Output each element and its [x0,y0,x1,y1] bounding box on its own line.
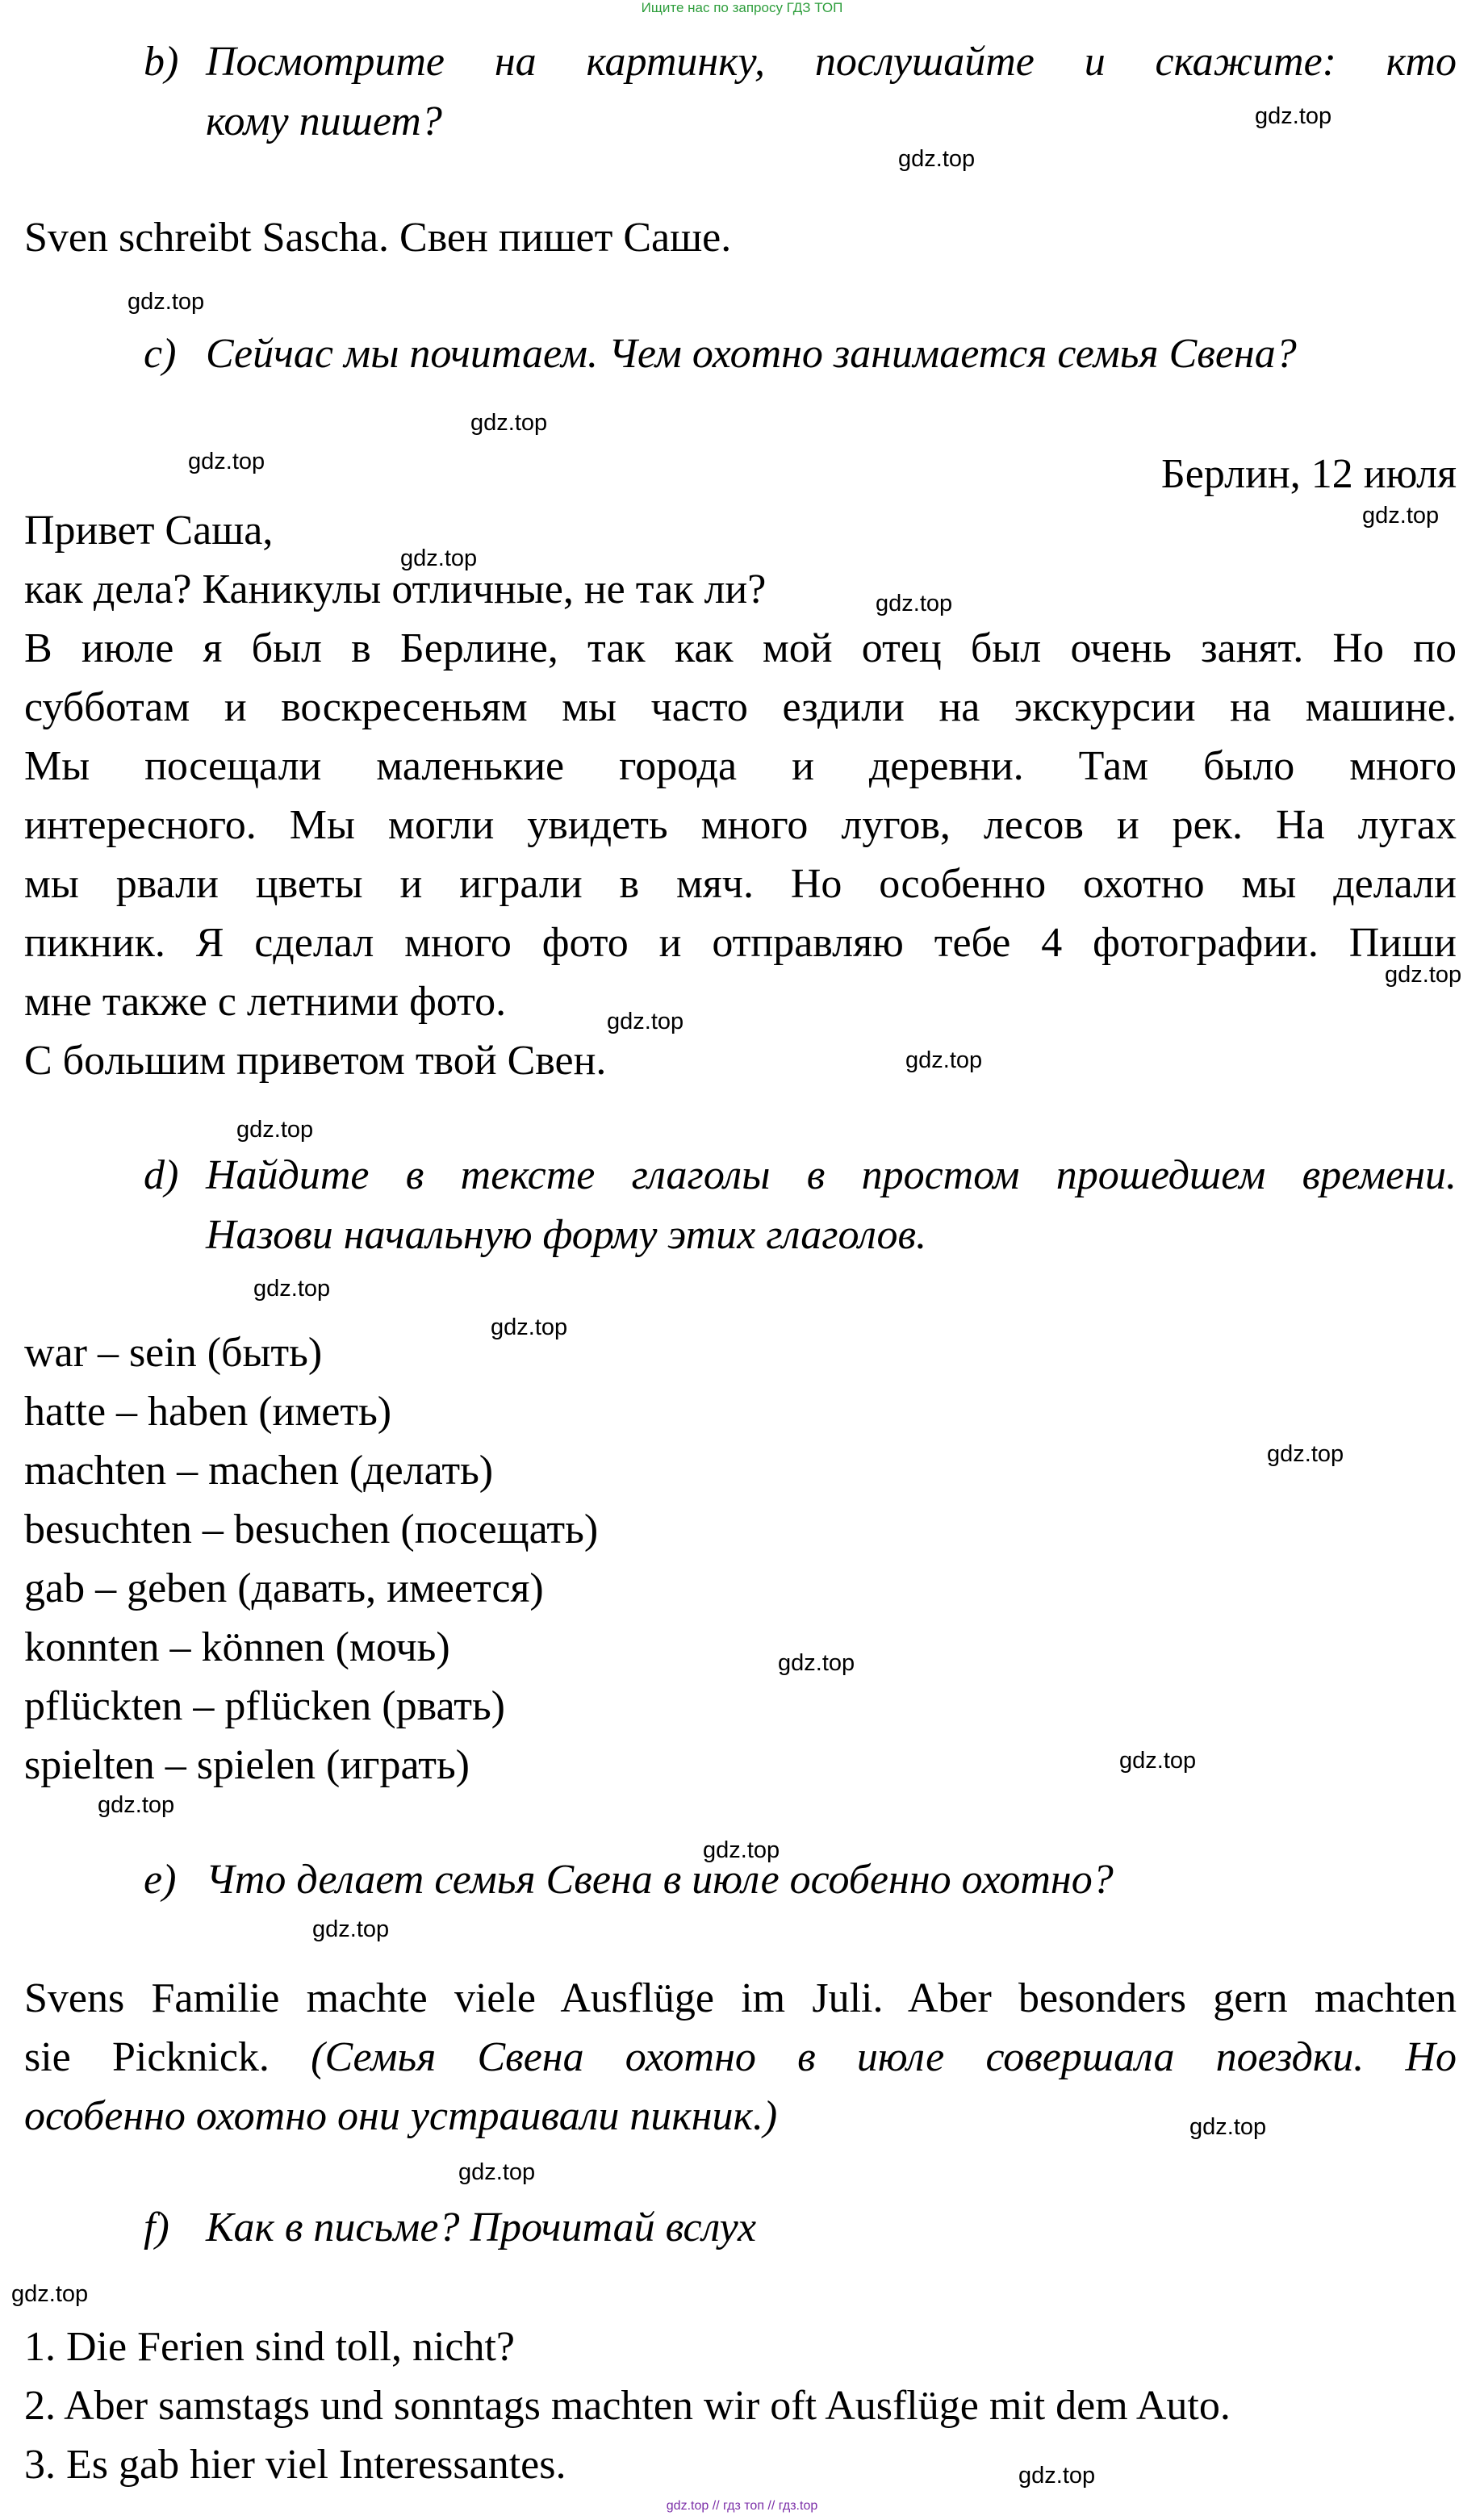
task-d-letter: d) [144,1152,179,1198]
task-f-letter: f) [144,2204,169,2250]
letter-place-date: Берлин, 12 июля [1160,451,1457,497]
watermark: gdz.top [400,545,478,571]
watermark: gdz.top [1255,103,1332,129]
letter-body-line: мне также с летними фото. [24,979,507,1025]
verb-item: machten – machen (делать) [24,1448,494,1494]
watermark: gdz.top [1362,503,1440,529]
letter-line-2: как дела? Каникулы отличные, не так ли? [24,566,767,612]
task-f-item: 3. Es gab hier viel Interessantes. [24,2442,566,2488]
letter-body [24,619,1457,1090]
watermark: gdz.top [1267,1441,1344,1467]
task-f-list [24,2317,1457,2494]
watermark: gdz.top [236,1117,314,1143]
watermark: gdz.top [253,1276,331,1302]
task-f-item: 1. Die Ferien sind toll, nicht? [24,2324,516,2370]
watermark: gdz.top [876,591,953,616]
watermark: gdz.top [905,1047,983,1073]
watermark: gdz.top [1018,2463,1096,2489]
task-f-item: 2. Aber samstags und sonntags machten wir oft Ausflüge mit dem Auto. [24,2383,1231,2429]
verb-item: gab – geben (давать, имеется) [24,1565,544,1611]
task-c-question-text: Сейчас мы почитаем. Чем охотно занимается семья Свена? [206,331,1297,377]
watermark: gdz.top [312,1916,390,1942]
watermark: gdz.top [127,289,205,315]
header-search-link[interactable]: Ищите нас по запросу ГДЗ ТОП [641,0,843,15]
watermark: gdz.top [1385,962,1462,988]
task-d-question-line-1: Найдите в тексте глаголы в простом прошедшем времени. [206,1152,1457,1198]
letter-body-line: интересного. Мы могли увидеть много лугов, лесов и рек. На лугах [24,802,1457,848]
task-e-question-text: Что делает семья Свена в июле особенно охотно? [206,1857,1114,1903]
task-e-answer-line-3: особенно охотно они устраивали пикник.) [24,2093,778,2139]
letter-body-line: В июле я был в Берлине, так как мой отец был очень занят. Но по [24,625,1457,671]
letter-closing: С большим приветом твой Свен. [24,1038,607,1084]
letter-body-line: мы рвали цветы и играли в мяч. Но особенно охотно мы делали [24,861,1457,907]
task-c-question [0,324,1484,384]
watermark: gdz.top [98,1792,175,1818]
watermark: gdz.top [703,1837,780,1863]
task-c-letter: c) [144,331,177,377]
watermark: gdz.top [1119,1748,1197,1774]
watermark: gdz.top [188,449,265,474]
task-b-letter: b) [144,39,179,85]
watermark: gdz.top [458,2159,536,2185]
task-f-question-text: Как в письме? Прочитай вслух [206,2204,757,2250]
letter-body-line: Мы посещали маленькие города и деревни. Там было много [24,743,1457,789]
watermark: gdz.top [1189,2114,1267,2140]
task-e-answer-line-1: Svens Familie machte viele Ausflüge im Juli. Aber besonders gern machten [24,1975,1457,2021]
task-b-answer: Sven schreibt Sascha. Свен пишет Саше. [24,215,732,261]
task-d-question-text [206,1146,1457,1265]
watermark: gdz.top [470,410,548,436]
task-e-answer-translation: (Семья Свена охотно в июле совершала поездки. Но [311,2034,1457,2080]
verb-item: besuchten – besuchen (посещать) [24,1507,599,1553]
task-b-question-line-1: Посмотрите на картинку, послушайте и скажите: кто [206,39,1457,85]
verb-item: war – sein (быть) [24,1330,323,1376]
task-b-question-line-2: кому пишет? [206,98,442,144]
letter-body-line: субботам и воскресеньям мы часто ездили на экскурсии на машине. [24,684,1457,730]
task-f-question [0,2198,1484,2258]
watermark: gdz.top [607,1009,684,1034]
verb-item: hatte – haben (иметь) [24,1389,392,1435]
task-e-answer-line-2 [24,2028,1457,2087]
task-b-question [0,32,1484,153]
verb-item: spielten – spielen (играть) [24,1742,470,1788]
task-b-question-text [206,32,1457,152]
task-d-question [0,1146,1484,1267]
watermark: gdz.top [11,2281,89,2307]
watermark: gdz.top [778,1650,855,1676]
verb-list [24,1323,1457,1795]
footer-link[interactable]: gdz.top // гдз топ // гдз.top [666,2499,818,2513]
letter-greeting: Привет Саша, [24,508,274,554]
task-e-letter: e) [144,1857,177,1903]
verb-item: pflückten – pflücken (рвать) [24,1683,505,1729]
watermark: gdz.top [491,1314,568,1340]
task-d-question-line-2: Назови начальную форму этих глаголов. [206,1212,927,1258]
letter-body-line: пикник. Я сделал много фото и отправляю тебе 4 фотографии. Пиши [24,920,1457,966]
task-e-answer-german: sie Picknick. [24,2034,270,2080]
verb-item: konnten – können (мочь) [24,1624,450,1670]
watermark: gdz.top [898,146,976,172]
